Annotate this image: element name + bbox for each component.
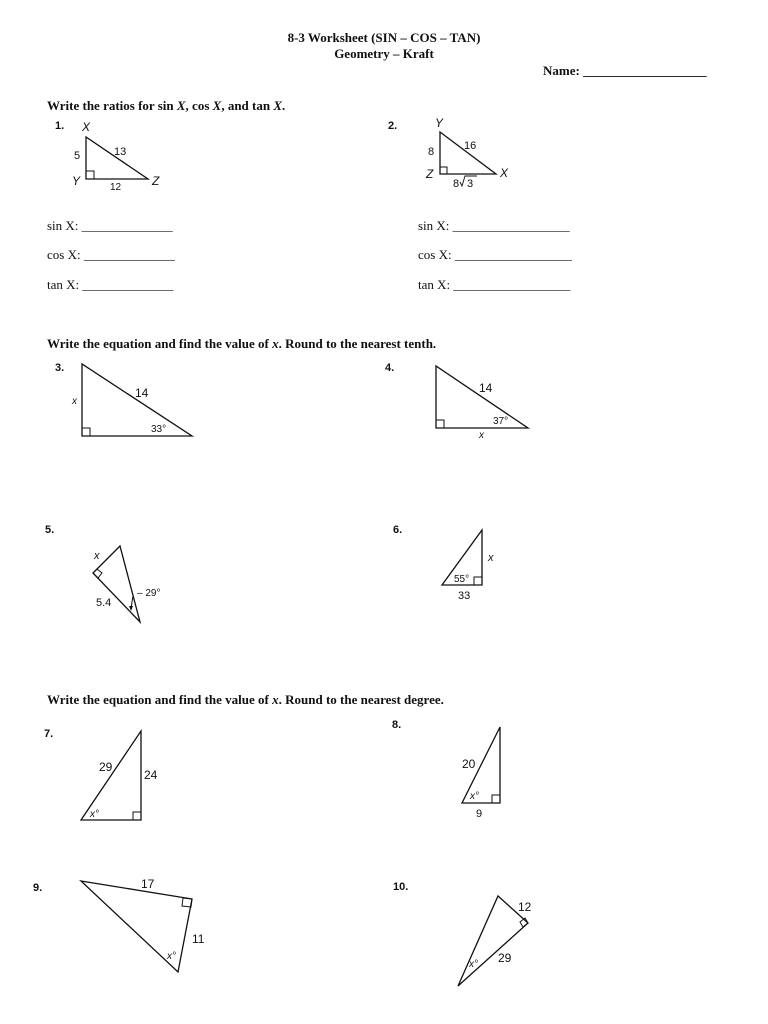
p1-vertex-x: X <box>82 120 91 134</box>
problem-4-triangle <box>420 358 540 444</box>
p9-angle: x° <box>167 951 176 962</box>
worksheet-subtitle: Geometry – Kraft <box>334 46 434 61</box>
p2-vertex-y: Y <box>435 116 444 130</box>
p2-sin-answer[interactable]: sin X: __________________ <box>418 218 570 233</box>
problem-9-triangle <box>75 872 215 982</box>
p10-angle: x° <box>469 959 478 970</box>
p8-base: 9 <box>476 808 483 820</box>
p2-tan-answer[interactable]: tan X: __________________ <box>418 277 571 292</box>
p3-angle: 33° <box>151 424 167 435</box>
problem-3-number: 3. <box>55 362 65 374</box>
section-1-instruction: Write the ratios for sin X, cos X, and tan X. <box>47 98 286 113</box>
p5-side: 5.4 <box>96 597 112 609</box>
p2-vertex-x: X <box>500 166 509 180</box>
p1-side-c: 12 <box>110 182 122 193</box>
problem-7-number: 7. <box>44 728 54 740</box>
p1-vertex-z: Z <box>152 174 160 188</box>
p6-side-x: x <box>488 552 494 564</box>
problem-4-number: 4. <box>385 362 395 374</box>
p9-hypotenuse: 17 <box>141 877 155 891</box>
p4-angle: 37° <box>493 416 509 427</box>
p7-angle: x° <box>90 809 99 820</box>
problem-8-number: 8. <box>392 719 402 731</box>
problem-9-number: 9. <box>33 882 43 894</box>
p3-hypotenuse: 14 <box>135 386 149 400</box>
problem-5-number: 5. <box>45 524 55 536</box>
worksheet-title: 8-3 Worksheet (SIN – COS – TAN) <box>287 30 481 45</box>
p8-angle: x° <box>470 791 479 802</box>
p10-hypotenuse: 29 <box>498 951 512 965</box>
p2-side-a: 8 <box>428 146 435 158</box>
p2-side-c: 8 <box>453 178 460 190</box>
p1-tan-answer[interactable]: tan X: ______________ <box>47 277 174 292</box>
p1-side-a: 5 <box>74 150 81 162</box>
section-2-instruction: Write the equation and find the value of x. Round to the nearest tenth. <box>47 336 437 351</box>
p9-leg: 11 <box>192 932 205 946</box>
problem-1-number: 1. <box>55 120 65 132</box>
p2-side-c-radicand: 3 <box>467 178 474 190</box>
p3-side-x: x <box>72 396 77 407</box>
p4-side-x: x <box>479 430 484 441</box>
problem-2-number: 2. <box>388 120 398 132</box>
problem-2-triangle <box>420 114 520 194</box>
p1-sin-answer[interactable]: sin X: ______________ <box>47 218 173 233</box>
problem-1-triangle <box>60 115 170 195</box>
p7-hypotenuse: 29 <box>99 760 113 774</box>
p4-hypotenuse: 14 <box>479 381 493 395</box>
problem-5-triangle <box>85 540 175 630</box>
problem-10-triangle <box>450 892 540 992</box>
problem-6-triangle <box>430 522 510 604</box>
p1-cos-answer[interactable]: cos X: ______________ <box>47 247 175 262</box>
problem-10-number: 10. <box>393 881 409 893</box>
p10-leg: 12 <box>518 900 532 914</box>
p5-side-x: x <box>94 550 100 562</box>
p8-hypotenuse: 20 <box>462 757 476 771</box>
problem-3-triangle <box>60 358 200 444</box>
p7-leg: 24 <box>144 768 158 782</box>
p6-base: 33 <box>458 590 471 602</box>
section-3-instruction: Write the equation and find the value of x. Round to the nearest degree. <box>47 692 444 707</box>
p5-angle: – 29° <box>137 588 161 599</box>
problem-6-number: 6. <box>393 524 403 536</box>
name-field[interactable]: Name: ___________________ <box>543 63 707 78</box>
p2-cos-answer[interactable]: cos X: __________________ <box>418 247 572 262</box>
p6-angle: 55° <box>454 574 470 585</box>
p1-side-b: 13 <box>114 146 127 158</box>
p1-vertex-y: Y <box>72 174 81 188</box>
p2-vertex-z: Z <box>426 167 434 181</box>
problem-7-triangle <box>75 725 165 825</box>
p2-side-b: 16 <box>464 140 477 152</box>
problem-8-triangle <box>450 722 520 822</box>
